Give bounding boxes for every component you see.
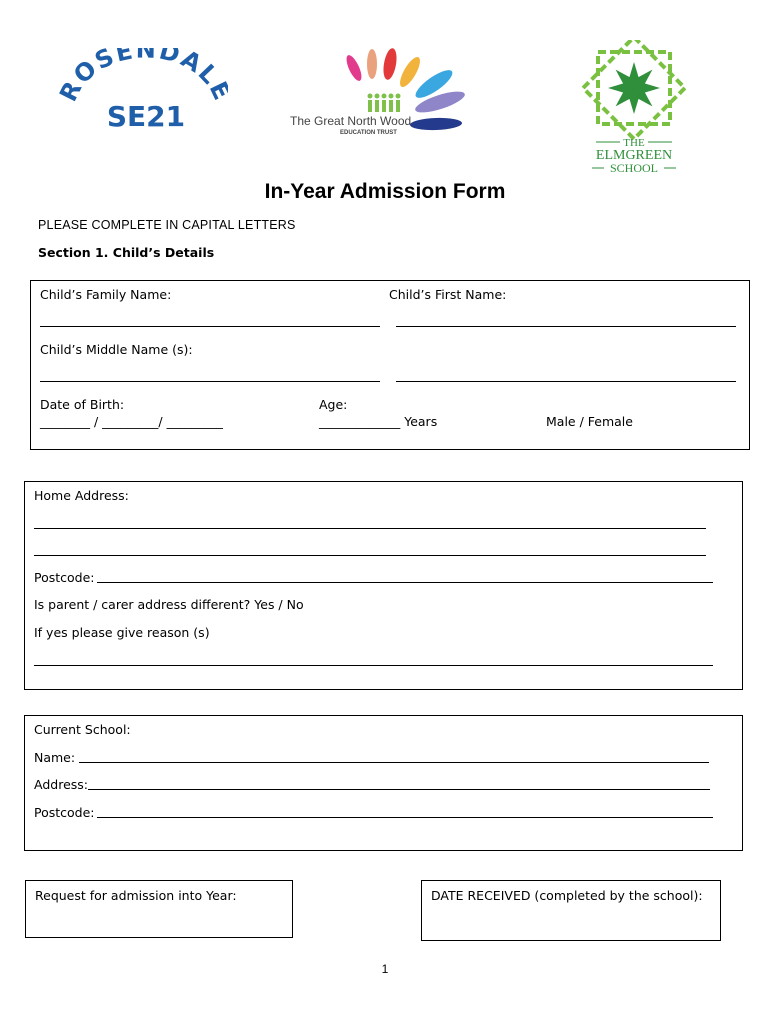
- reason-field[interactable]: [34, 665, 713, 666]
- home-address-line-2[interactable]: [34, 555, 706, 556]
- gnw-name: The Great North Wood: [290, 114, 412, 128]
- middle-name-label: Child’s Middle Name (s):: [40, 342, 193, 357]
- first-name-field[interactable]: [396, 326, 736, 327]
- first-name-label: Child’s First Name:: [389, 287, 507, 302]
- dob-field[interactable]: ________ / _________/ _________: [40, 414, 223, 429]
- age-label: Age:: [319, 397, 348, 412]
- home-postcode-label: Postcode:: [34, 570, 95, 585]
- home-address-line-1[interactable]: [34, 528, 706, 529]
- home-address-box: [24, 481, 743, 690]
- gnw-subtitle: EDUCATION TRUST: [340, 130, 397, 136]
- request-year-label: Request for admission into Year:: [35, 888, 237, 903]
- school-name-field[interactable]: [79, 762, 709, 763]
- family-name-field[interactable]: [40, 326, 380, 327]
- dob-label: Date of Birth:: [40, 397, 125, 412]
- form-instruction: PLEASE COMPLETE IN CAPITAL LETTERS: [38, 218, 296, 232]
- current-school-box: [24, 715, 743, 851]
- elmgreen-school: SCHOOL: [609, 161, 659, 175]
- school-postcode-field[interactable]: [97, 817, 713, 818]
- middle-name-field[interactable]: [40, 381, 380, 382]
- form-title: In-Year Admission Form: [264, 180, 506, 203]
- gnw-logo: [288, 44, 478, 140]
- date-received-label: DATE RECEIVED (completed by the school):: [431, 888, 703, 903]
- section1-heading: Section 1. Child’s Details: [38, 245, 215, 260]
- rosendale-logo: [58, 48, 228, 138]
- elmgreen-the: THE: [623, 137, 645, 149]
- rosendale-arc-text: OSENDAL: [68, 48, 225, 91]
- school-postcode-label: Postcode:: [34, 805, 95, 820]
- school-address-label: Address:: [34, 777, 88, 792]
- elmgreen-name: ELMGREEN: [595, 148, 673, 163]
- elmgreen-logo: [578, 40, 690, 178]
- current-school-label: Current School:: [34, 722, 131, 737]
- reason-label: If yes please give reason (s): [34, 625, 210, 640]
- school-address-field[interactable]: [88, 789, 710, 790]
- school-name-label: Name:: [34, 750, 76, 765]
- age-field[interactable]: _____________ Years: [319, 414, 438, 429]
- home-address-label: Home Address:: [34, 488, 129, 503]
- home-postcode-field[interactable]: [97, 582, 713, 583]
- family-name-label: Child’s Family Name:: [40, 287, 172, 302]
- middle-name-field-2[interactable]: [396, 381, 736, 382]
- address-different-question[interactable]: Is parent / carer address different? Yes / No: [34, 597, 304, 612]
- page-number: 1: [381, 962, 389, 976]
- rosendale-se21-text: SE21: [106, 100, 186, 133]
- gender-field[interactable]: Male / Female: [546, 414, 633, 429]
- svg-text:ROSENDALE: [58, 48, 228, 106]
